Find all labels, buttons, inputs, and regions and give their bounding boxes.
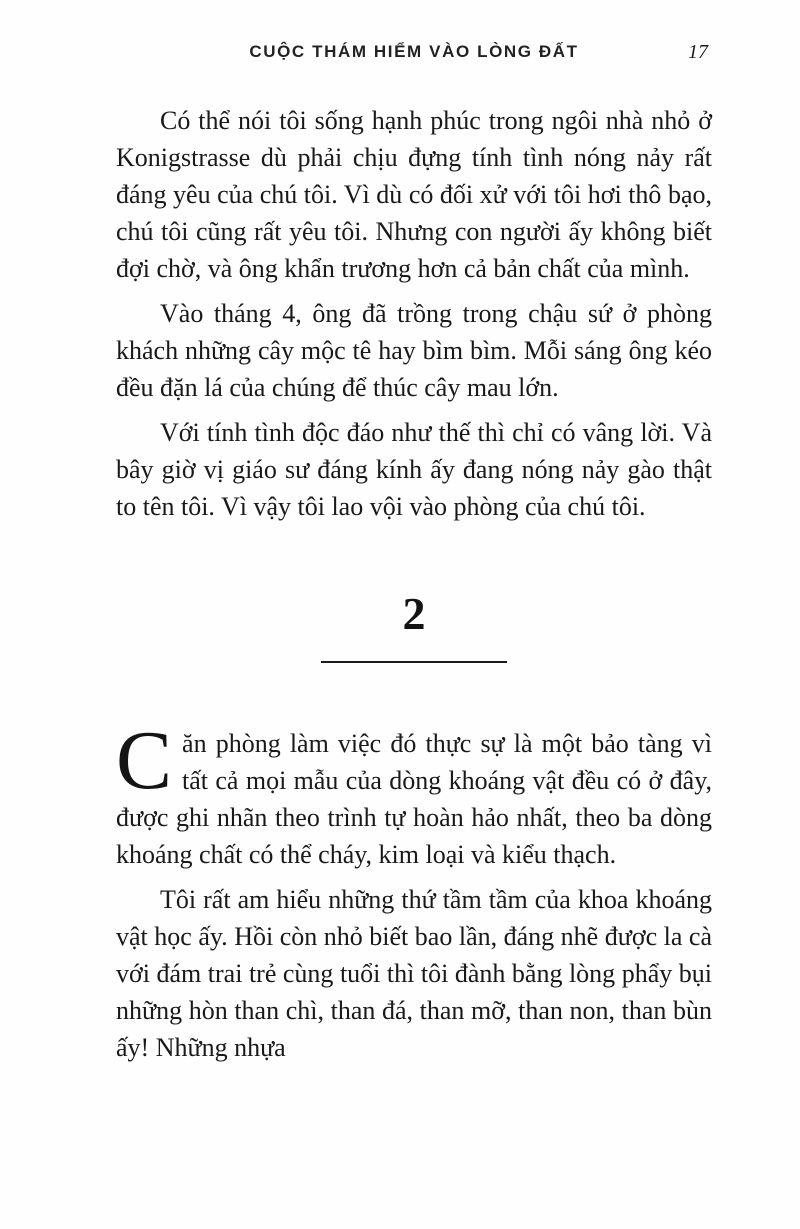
paragraph: Có thể nói tôi sống hạnh phúc trong ngôi nhà nhỏ ở Konigstrasse dù phải chịu đựng tính tình nóng nảy rất đáng yêu của chú tôi. Vì dù có đối xử với tôi hơi thô bạo, chú tôi cũng rất yêu tôi. Nhưng con người ấy không biết đợi chờ, và ông khẩn trương hơn cả bản chất của mình. xyxy=(116,106,712,283)
page-number: 17 xyxy=(688,41,708,63)
chapter-heading xyxy=(116,588,712,663)
paragraph: Với tính tình độc đáo như thế thì chỉ có vâng lời. Và bây giờ vị giáo sư đáng kính ấy đang nóng nảy gào thật to tên tôi. Vì vậy tôi lao vội vào phòng của chú tôi. xyxy=(116,418,712,521)
paragraph: Vào tháng 4, ông đã trồng trong chậu sứ ở phòng khách những cây mộc tê hay bìm bìm. Mỗi sáng ông kéo đều đặn lá của chúng để thúc cây mau lớn. xyxy=(116,299,712,402)
chapter-number: 2 xyxy=(402,588,426,639)
page-header xyxy=(116,42,712,68)
drop-cap: C xyxy=(116,714,173,807)
page-body xyxy=(116,102,712,1066)
paragraph: Tôi rất am hiểu những thứ tầm tầm của khoa khoáng vật học ấy. Hồi còn nhỏ biết bao lần, đáng nhẽ được la cà với đám trai trẻ cùng tuổi thì tôi đành bằng lòng phẩy bụi những hòn than chì, than đá, than mỡ, than non, than bùn ấy! Những nhựa xyxy=(116,885,712,1062)
paragraph-with-dropcap xyxy=(116,714,712,873)
running-title: CUỘC THÁM HIỂM VÀO LÒNG ĐẤT xyxy=(249,42,579,61)
chapter-rule xyxy=(321,661,507,663)
paragraph-text: ăn phòng làm việc đó thực sự là một bảo tàng vì tất cả mọi mẫu của dòng khoáng vật đều có ở đây, được ghi nhãn theo trình tự hoàn hảo nhất, theo ba dòng khoáng chất có thể cháy, kim loại và kiểu thạch. xyxy=(116,729,712,869)
